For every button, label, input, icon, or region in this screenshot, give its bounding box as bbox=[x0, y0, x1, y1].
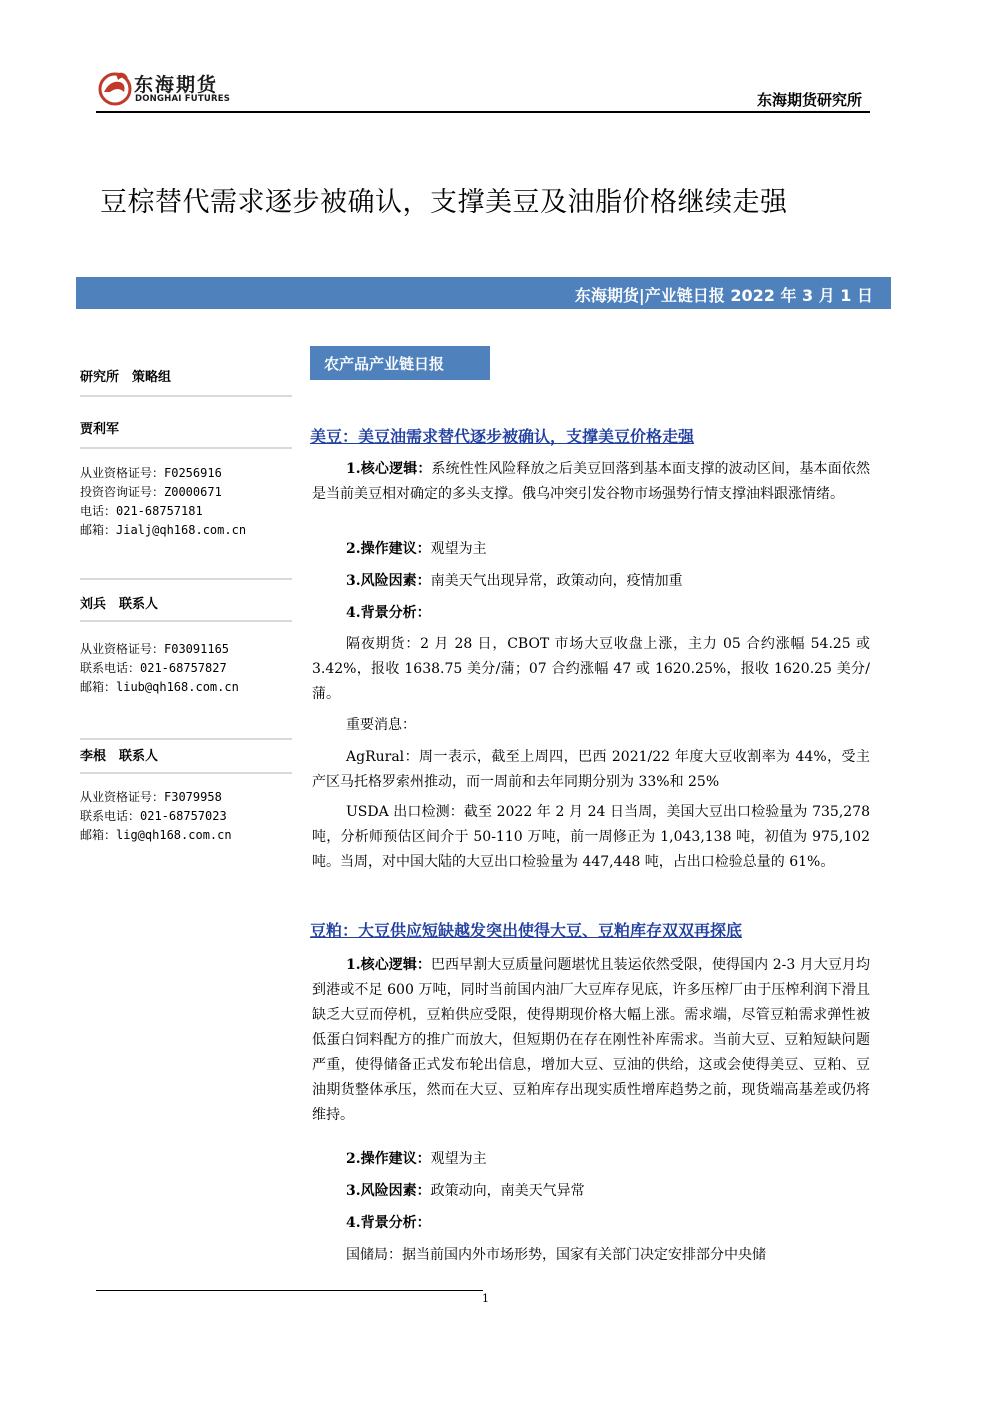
sidebar-divider bbox=[80, 772, 292, 774]
header-divider bbox=[96, 111, 870, 113]
core-logic-text: 巴西早割大豆质量问题堪忧且装运依然受限，使得国内 2-3 月大豆月均到港或不足 600 万吨，同时当前国内油厂大豆库存见底，许多压榨厂由于压榨利润下滑且缺乏大豆而停机，豆粕供应受限，使得期现价格大幅上涨。需求端，尽管豆粕需求弹性被低蛋白饲料配方的推广而放大，但短期仍在存在刚性补库需求。当前大豆、豆粕短缺问题严重，使得储备正式发布轮出信息，增加大豆、豆油的供给，这或会使得美豆、豆粕、豆油期货整体承压，然而在大豆、豆粕库存出现实质性增库趋势之前，现货端高基差或仍将维持。 bbox=[312, 957, 870, 1123]
operation-text: 观望为主 bbox=[430, 1151, 487, 1167]
sidebar-divider bbox=[80, 620, 292, 622]
core-logic-label: 1.核心逻辑： bbox=[346, 461, 432, 477]
sidebar-divider bbox=[80, 578, 292, 580]
meal-state-reserve: 国储局：据当前国内外市场形势，国家有关部门决定安排部分中央储 bbox=[346, 1247, 766, 1263]
analyst-name: 李根 联系人 bbox=[80, 749, 159, 764]
contact-line: 从业资格证号：F03091165 bbox=[80, 642, 230, 656]
background-label: 4.背景分析： bbox=[346, 605, 431, 621]
meal-core-logic bbox=[312, 953, 870, 1128]
section-tag-label: 农产品产业链日报 bbox=[324, 355, 445, 373]
donghai-logo-icon bbox=[96, 68, 136, 108]
sidebar-group: 研究所 策略组 bbox=[80, 370, 172, 385]
soybean-news-label: 重要消息： bbox=[346, 717, 416, 733]
logo-english-text: DONGHAI FUTURES bbox=[135, 94, 231, 104]
analyst-contact bbox=[80, 464, 292, 540]
soybean-background-label bbox=[312, 601, 870, 626]
analyst-name: 刘兵 联系人 bbox=[80, 597, 159, 612]
contact-line: 邮箱：Jialj@qh168.com.cn bbox=[80, 523, 247, 537]
risk-text: 政策动向，南美天气异常 bbox=[430, 1183, 585, 1199]
section-tag bbox=[310, 346, 490, 380]
analyst-name: 贾利军 bbox=[80, 422, 120, 437]
operation-label: 2.操作建议： bbox=[346, 541, 431, 557]
contact-line: 联系电话：021-68757023 bbox=[80, 809, 227, 823]
operation-text: 观望为主 bbox=[430, 541, 487, 557]
risk-label: 3.风险因素： bbox=[346, 1183, 431, 1199]
risk-text: 南美天气出现异常，政策动向，疫情加重 bbox=[430, 573, 683, 589]
sidebar-divider bbox=[80, 738, 292, 740]
page-title: 豆棕替代需求逐步被确认，支撑美豆及油脂价格继续走强 bbox=[100, 187, 788, 218]
soybean-operation bbox=[312, 537, 870, 562]
contact-line: 电话：021-68757181 bbox=[80, 504, 203, 518]
operation-label: 2.操作建议： bbox=[346, 1151, 431, 1167]
soybean-agrural-news: AgRural：周一表示，截至上周四，巴西 2021/22 年度大豆收割率为 44%，受主产区马托格罗索州推动，而一周前和去年同期分别为 33%和 25% bbox=[312, 749, 870, 790]
meal-operation bbox=[312, 1147, 870, 1172]
page-number: 1 bbox=[482, 1292, 489, 1305]
report-date-bar bbox=[76, 277, 891, 309]
soybean-heading-link[interactable]: 美豆：美豆油需求替代逐步被确认，支撑美豆价格走强 bbox=[310, 427, 695, 446]
soybean-risk bbox=[312, 569, 870, 594]
institute-name: 东海期货研究所 bbox=[756, 91, 862, 109]
background-label: 4.背景分析： bbox=[346, 1215, 431, 1231]
report-date-text: 东海期货|产业链日报 2022 年 3 月 1 日 bbox=[574, 286, 873, 305]
contact-line: 邮箱：lig@qh168.com.cn bbox=[80, 828, 232, 842]
meal-background-label bbox=[312, 1211, 870, 1236]
analyst-contact bbox=[80, 640, 292, 697]
footer-divider bbox=[96, 1290, 483, 1291]
soybean-usda-news: USDA 出口检测：截至 2022 年 2 月 24 日当周，美国大豆出口检验量为 735,278 吨，分析师预估区间介于 50-110 万吨，前一周修正为 1,043,138 吨，初值为 975,102 吨。当周，对中国大陆的大豆出口检验量为 447,448 吨，占出口检验总量的 61%。 bbox=[312, 804, 870, 870]
contact-line: 投资咨询证号：Z0000671 bbox=[80, 485, 222, 499]
sidebar-divider bbox=[80, 395, 292, 397]
meal-risk bbox=[312, 1179, 870, 1204]
analyst-contact bbox=[80, 788, 292, 845]
soybean-core-logic bbox=[312, 457, 870, 507]
risk-label: 3.风险因素： bbox=[346, 573, 431, 589]
contact-line: 从业资格证号：F3079958 bbox=[80, 790, 222, 804]
meal-heading-link[interactable]: 豆粕：大豆供应短缺越发突出使得大豆、豆粕库存双双再探底 bbox=[310, 921, 743, 940]
sidebar-divider bbox=[80, 447, 292, 449]
contact-line: 联系电话：021-68757827 bbox=[80, 661, 227, 675]
core-logic-text: 系统性性风险释放之后美豆回落到基本面支撑的波动区间，基本面依然是当前美豆相对确定的多头支撑。俄乌冲突引发谷物市场强势行情支撑油料跟涨情绪。 bbox=[312, 461, 870, 502]
core-logic-label: 1.核心逻辑： bbox=[346, 957, 431, 973]
contact-line: 从业资格证号：F0256916 bbox=[80, 466, 222, 480]
soybean-overnight-futures: 隔夜期货：2 月 28 日，CBOT 市场大豆收盘上涨，主力 05 合约涨幅 54.25 或 3.42%，报收 1638.75 美分/蒲；07 合约涨幅 47 或 1620.25%，报收 1620.25 美分/蒲。 bbox=[312, 636, 870, 702]
logo-chinese-text: 东海期货 bbox=[134, 74, 219, 96]
company-logo bbox=[96, 68, 236, 112]
contact-line: 邮箱：liub@qh168.com.cn bbox=[80, 680, 239, 694]
